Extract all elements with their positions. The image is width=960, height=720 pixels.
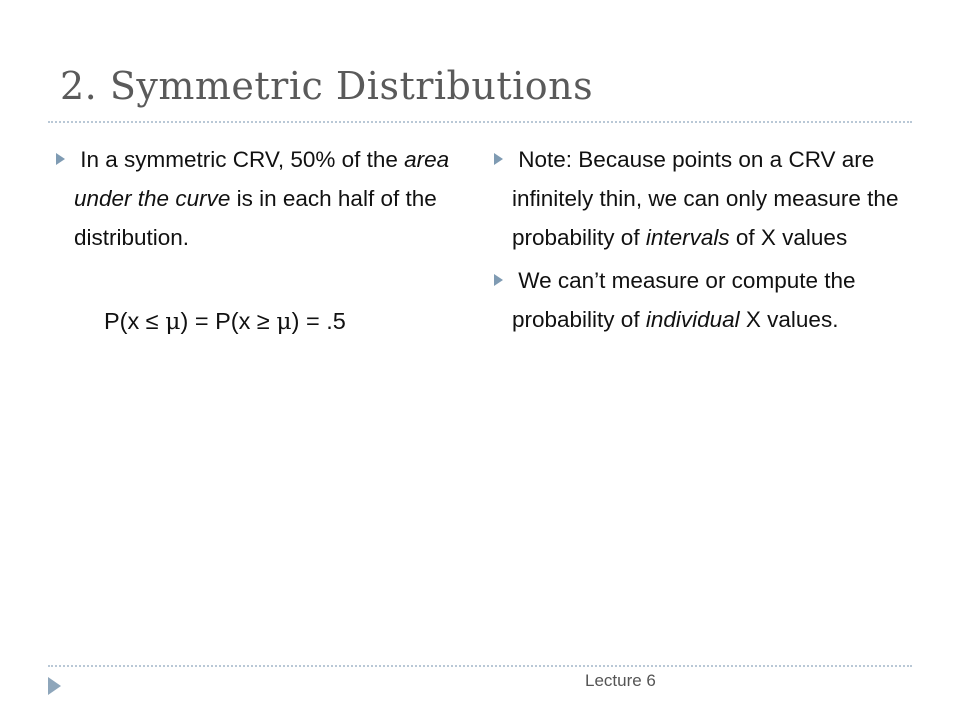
footer-arrow-icon — [48, 677, 61, 695]
formula-part-3: ) = .5 — [291, 308, 346, 334]
left-bullet-1-emphasis: area under the curve — [74, 147, 450, 211]
right-bullet-1-text — [512, 147, 898, 250]
formula-part-2: ) = P(x ≥ — [180, 308, 277, 334]
right-bullet-2-emphasis: individual — [645, 307, 740, 332]
right-bullet-1-part1: Note: Because points on a CRV are infinitely thin, we can only measure the probability of — [512, 147, 899, 250]
slide-title: 2. Symmetric Distributions — [60, 64, 594, 108]
footer-label: Lecture 6 — [585, 671, 656, 690]
right-bullet-2 — [490, 261, 900, 339]
right-bullet-2-text — [512, 268, 856, 332]
formula-mu-2: μ — [276, 307, 292, 335]
right-bullet-1-emphasis: intervals — [645, 225, 730, 250]
triangle-bullet-icon — [494, 274, 503, 286]
left-bullet-1-part2: is in each half of the distribution. — [74, 186, 437, 250]
right-bullet-1 — [490, 140, 900, 257]
left-bullet-1-text — [74, 147, 449, 250]
left-bullet-1 — [52, 140, 462, 257]
left-bullet-1-part1: In a symmetric CRV, 50% of the — [80, 147, 405, 172]
left-column — [52, 140, 462, 257]
title-divider — [48, 121, 912, 123]
probability-formula — [104, 307, 346, 335]
right-bullet-2-part2: X values. — [739, 307, 839, 332]
footer-divider — [48, 665, 912, 667]
formula-mu-1: μ — [165, 307, 181, 335]
right-bullet-2-part1: We can’t measure or compute the probability of — [512, 268, 856, 332]
formula-part-1: P(x ≤ — [104, 308, 166, 334]
triangle-bullet-icon — [494, 153, 503, 165]
right-column — [490, 140, 900, 339]
triangle-bullet-icon — [56, 153, 65, 165]
right-bullet-1-part2: of X values — [729, 225, 848, 250]
